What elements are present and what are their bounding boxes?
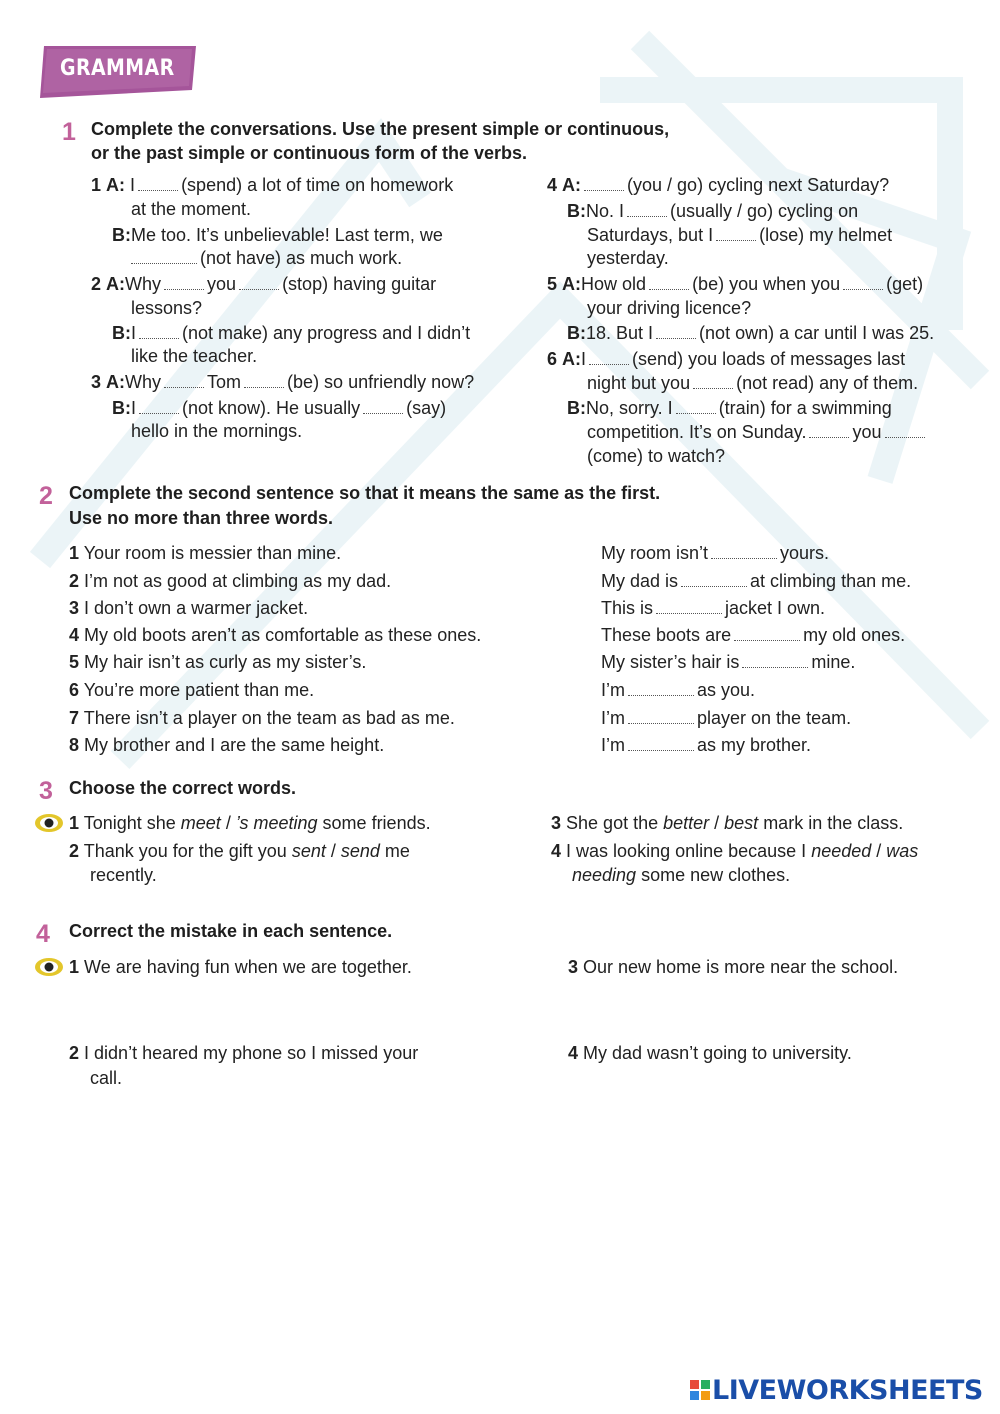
exercise-instruction: Correct the mistake in each sentence. xyxy=(69,921,393,941)
section-tag-label: GRAMMAR xyxy=(60,56,175,81)
answer-blank[interactable] xyxy=(589,351,629,365)
exercise-instruction: or the past simple or continuous form of the verbs. xyxy=(91,143,528,163)
rewrite-sentence: My dad is at climbing than me. xyxy=(601,571,912,591)
answer-blank[interactable] xyxy=(164,374,204,388)
exercise-instruction: Choose the correct words. xyxy=(69,778,297,798)
answer-blank[interactable] xyxy=(164,276,204,290)
answer-blank[interactable] xyxy=(734,627,800,641)
rewrite-sentence: These boots are my old ones. xyxy=(601,625,906,645)
option[interactable]: needing xyxy=(572,865,637,885)
answer-blank[interactable] xyxy=(363,400,403,414)
original-sentence: 6 You’re more patient than me. xyxy=(69,680,315,700)
option[interactable]: meet xyxy=(180,813,221,833)
answer-blank[interactable] xyxy=(138,177,178,191)
conversation-line: B:I (not make) any progress and I didn’t xyxy=(112,323,471,343)
answer-blank[interactable] xyxy=(809,424,849,438)
conversation-line: 1 A: I (spend) a lot of time on homework xyxy=(91,175,454,195)
correction-item: 1 We are having fun when we are together. xyxy=(69,957,412,977)
brand-name: LIVEWORKSHEETS xyxy=(712,1374,983,1406)
example-eye-icon xyxy=(34,957,64,977)
answer-blank[interactable] xyxy=(843,276,883,290)
exercise-number: 3 xyxy=(39,777,53,805)
choice-item: recently. xyxy=(90,865,157,885)
conversation-line: 5 A:How old (be) you when you (get) xyxy=(547,274,924,294)
option[interactable]: best xyxy=(724,813,759,833)
option[interactable]: ’s meeting xyxy=(235,813,318,833)
conversation-line: 6 A:I (send) you loads of messages last xyxy=(547,349,906,369)
choice-item: 3 She got the better / best mark in the class. xyxy=(551,813,904,833)
answer-blank[interactable] xyxy=(139,325,179,339)
original-sentence: 8 My brother and I are the same height. xyxy=(69,735,385,755)
conversation-line: 4 A: (you / go) cycling next Saturday? xyxy=(547,175,890,195)
original-sentence: 5 My hair isn’t as curly as my sister’s. xyxy=(69,652,367,672)
rewrite-sentence: I’m as you. xyxy=(601,680,756,700)
conversation-line: night but you (not read) any of them. xyxy=(587,373,919,393)
liveworksheets-logo xyxy=(690,1372,983,1408)
answer-blank[interactable] xyxy=(131,250,197,264)
option[interactable]: sent xyxy=(291,841,326,861)
correction-item: 4 My dad wasn’t going to university. xyxy=(568,1043,852,1063)
rewrite-sentence: My room isn’t yours. xyxy=(601,543,830,563)
answer-blank[interactable] xyxy=(139,400,179,414)
answer-blank[interactable] xyxy=(716,227,756,241)
exercise-instruction: Complete the conversations. Use the present simple or continuous, xyxy=(91,119,670,139)
conversation-line: B:I (not know). He usually (say) xyxy=(112,398,447,418)
exercise-number: 2 xyxy=(39,482,53,510)
answer-blank[interactable] xyxy=(628,737,694,751)
answer-blank[interactable] xyxy=(676,400,716,414)
exercise-number: 1 xyxy=(62,118,76,146)
answer-blank[interactable] xyxy=(239,276,279,290)
choice-item: needing some new clothes. xyxy=(572,865,791,885)
answer-blank[interactable] xyxy=(628,682,694,696)
answer-blank[interactable] xyxy=(656,600,722,614)
rewrite-sentence: I’m player on the team. xyxy=(601,708,852,728)
rewrite-sentence: My sister’s hair is mine. xyxy=(601,652,856,672)
grammar-section-tag xyxy=(40,46,196,98)
correction-item: call. xyxy=(90,1068,123,1088)
conversation-line: (come) to watch? xyxy=(587,446,726,466)
original-sentence: 4 My old boots aren’t as comfortable as these ones. xyxy=(69,625,482,645)
exercise-instruction: Use no more than three words. xyxy=(69,508,334,528)
original-sentence: 3 I don’t own a warmer jacket. xyxy=(69,598,309,618)
example-eye-icon xyxy=(34,813,64,833)
conversation-line: B:18. But I (not own) a car until I was 25. xyxy=(567,323,935,343)
conversation-line: at the moment. xyxy=(131,199,252,219)
option[interactable]: was xyxy=(886,841,919,861)
answer-blank[interactable] xyxy=(656,325,696,339)
rewrite-sentence: This is jacket I own. xyxy=(601,598,826,618)
conversation-line: your driving licence? xyxy=(587,298,752,318)
answer-blank[interactable] xyxy=(885,424,925,438)
original-sentence: 1 Your room is messier than mine. xyxy=(69,543,342,563)
conversation-line: Saturdays, but I (lose) my helmet xyxy=(587,225,893,245)
conversation-line: 3 A:Why Tom (be) so unfriendly now? xyxy=(91,372,475,392)
conversation-line: like the teacher. xyxy=(131,346,258,366)
original-sentence: 7 There isn’t a player on the team as bad as me. xyxy=(69,708,455,728)
answer-blank[interactable] xyxy=(244,374,284,388)
option[interactable]: better xyxy=(663,813,710,833)
answer-blank[interactable] xyxy=(627,203,667,217)
conversation-line: B:No. I (usually / go) cycling on xyxy=(567,201,859,221)
conversation-line: yesterday. xyxy=(587,248,669,268)
choice-item: 2 Thank you for the gift you sent / send me xyxy=(69,841,410,861)
conversation-line: (not have) as much work. xyxy=(131,246,402,270)
original-sentence: 2 I’m not as good at climbing as my dad. xyxy=(69,571,392,591)
answer-blank[interactable] xyxy=(711,545,777,559)
answer-blank[interactable] xyxy=(693,375,733,389)
exercise-number: 4 xyxy=(36,920,50,948)
option[interactable]: send xyxy=(340,841,380,861)
choice-item: 1 Tonight she meet / ’s meeting some friends. xyxy=(69,813,431,833)
conversation-line: B:No, sorry. I (train) for a swimming xyxy=(567,398,892,418)
conversation-line: competition. It’s on Sunday. you xyxy=(587,420,928,444)
answer-blank[interactable] xyxy=(584,177,624,191)
rewrite-sentence: I’m as my brother. xyxy=(601,735,812,755)
correction-item: 2 I didn’t heared my phone so I missed your xyxy=(69,1043,419,1063)
answer-blank[interactable] xyxy=(681,573,747,587)
exercise-instruction: Complete the second sentence so that it means the same as the first. xyxy=(69,483,661,503)
brand-grid-icon xyxy=(690,1380,710,1400)
option[interactable]: needed xyxy=(811,841,872,861)
conversation-line: B:Me too. It’s unbelievable! Last term, we xyxy=(112,225,443,245)
answer-blank[interactable] xyxy=(742,654,808,668)
conversation-line: 2 A:Why you (stop) having guitar xyxy=(91,274,437,294)
choice-item: 4 I was looking online because I needed / was xyxy=(551,841,919,861)
answer-blank[interactable] xyxy=(649,276,689,290)
conversation-line: lessons? xyxy=(131,298,203,318)
conversation-line: hello in the mornings. xyxy=(131,421,303,441)
correction-item: 3 Our new home is more near the school. xyxy=(568,957,899,977)
answer-blank[interactable] xyxy=(628,710,694,724)
